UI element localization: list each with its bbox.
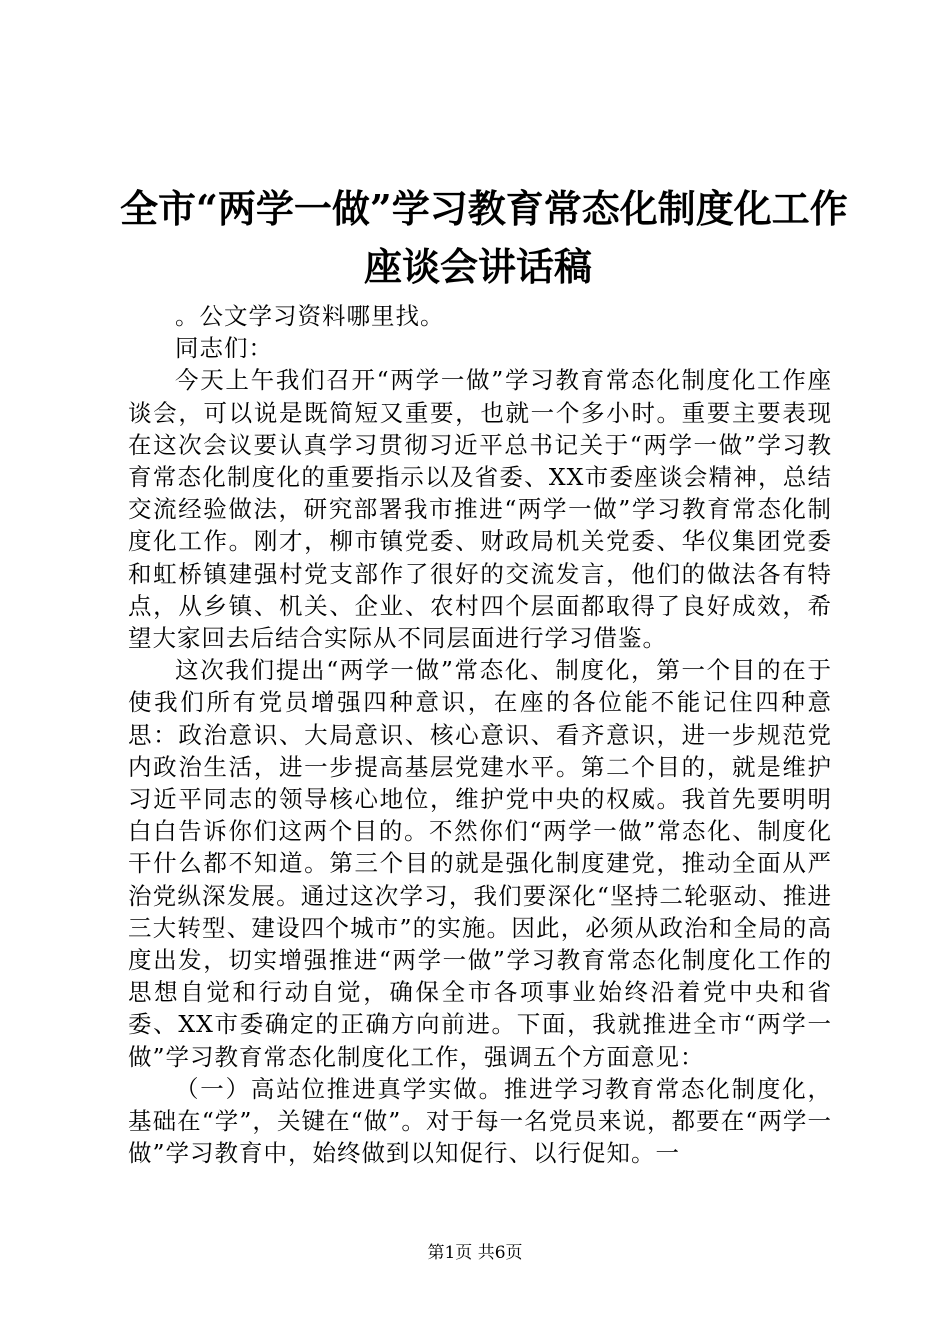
paragraph-source-note: 。公文学习资料哪里找。 <box>175 302 445 330</box>
page-number-footer: 第1页 共6页 <box>427 1243 523 1263</box>
paragraph: 这次我们提出“两学一做”常态化、制度化，第一个目的在于使我们所有党员增强四种意识，在座的各位能不能记住四种意思：政治意识、大局意识、核心意识、看齐意识，进一步规范党内政治生活，进一步提高基层党建水平。第二个目的，就是维护习近平同志的领导核心地位，维护党中央的权威。我首先要明明白白告诉你们这两个目的。不然你们“两学一做”常态化、制度化干什么都不知道。第三个目的就是强化制度建党，推动全面从严治党纵深发展。通过这次学习，我们要深化“坚持二轮驱动、推进三大转型、建设四个城市”的实施。因此，必须从政治和全局的高度出发，切实增强推进“两学一做”学习教育常态化制度化工作的思想自觉和行动自觉，确保全市各项事业始终沿着党中央和省委、XX市委确定的正确方向前进。下面，我就推进全市“两学一做”学习教育常态化制度化工作，强调五个方面意见： <box>128 656 832 1071</box>
paragraph: 今天上午我们召开“两学一做”学习教育常态化制度化工作座谈会，可以说是既简短又重要，也就一个多小时。重要主要表现在这次会议要认真学习贯彻习近平总书记关于“两学一做”学习教育常态化制度化的重要指示以及省委、XX市委座谈会精神，总结交流经验做法，研究部署我市推进“两学一做”学习教育常态化制度化工作。刚才，柳市镇党委、财政局机关党委、华仪集团党委和虹桥镇建强村党支部作了很好的交流发言，他们的做法各有特点，从乡镇、机关、企业、农村四个层面都取得了良好成效，希望大家回去后结合实际从不同层面进行学习借鉴。 <box>128 366 832 653</box>
document-title-line2: 座谈会讲话稿 <box>363 244 592 289</box>
paragraph-salutation: 同志们： <box>175 334 273 363</box>
document-body <box>128 300 832 1169</box>
document-title-line1: 全市“两学一做”学习教育常态化制度化工作 <box>120 186 848 231</box>
paragraph: （一）高站位推进真学实做。推进学习教育常态化制度化，基础在“学”，关键在“做”。对于每一名党员来说，都要在“两学一做”学习教育中，始终做到以知促行、以行促知。一 <box>128 1074 832 1168</box>
